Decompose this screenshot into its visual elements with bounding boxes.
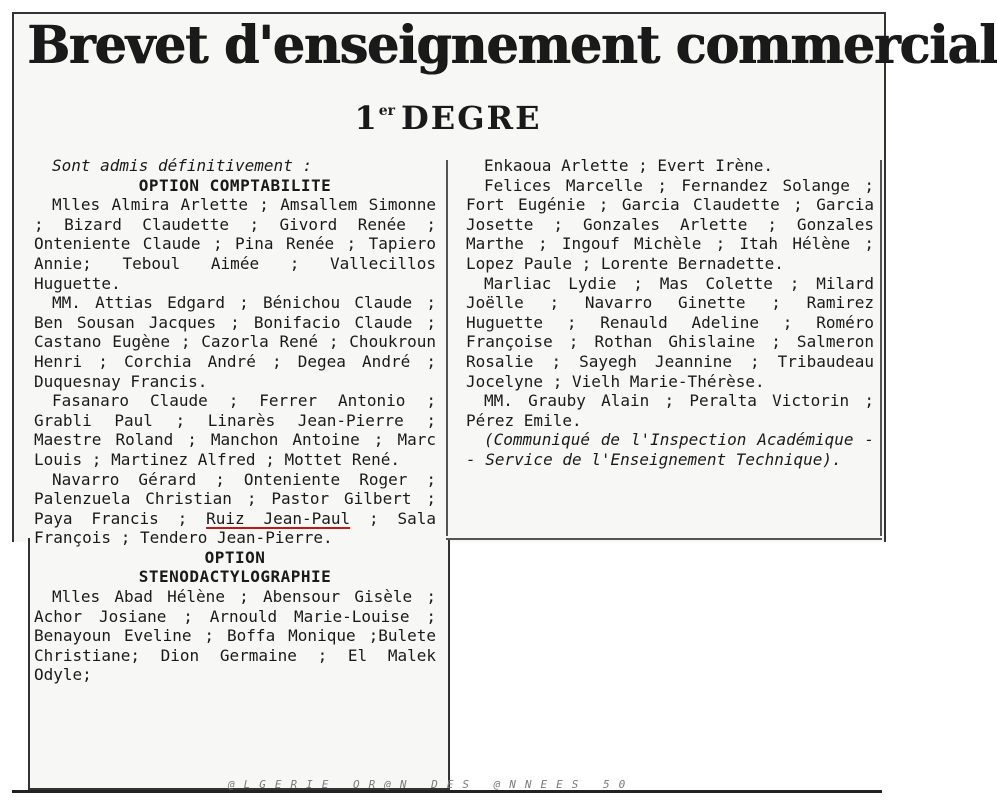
clipping-bottom-edge: [446, 538, 882, 540]
highlighted-name: Ruiz Jean-Paul: [206, 508, 351, 528]
degree-heading: [0, 99, 896, 137]
option-steno-heading-line2: STENODACTYLOGRAPHIE: [138, 567, 332, 587]
degree-ordinal-suffix: er: [378, 103, 396, 119]
article-title: Brevet d'enseignement commercial: [26, 15, 997, 76]
paragraph-mlles-comptabilite: Mlles Almira Arlette ; Amsallem Simonne ; Bizard Claudette ; Givord Renée ; Onteniente Claude ; Pina Renée ; Tapiero Annie; Teboul Aimée ; Vallecillos Huguette.: [34, 195, 436, 293]
paragraph-mlles-steno: Mlles Abad Hélène ; Abensour Gisèle ; Achor Josiane ; Arnould Marie-Louise ; Benayoun Eveline ; Boffa Monique ;Bulete Christiane; Dion Germaine ; El Malek Odyle;: [34, 587, 436, 685]
paragraph-text-before: Navarro Gérard ; Onteniente Roger ; Palenzuela Christian ; Pastor Gilbert ; Paya Francis ;: [34, 469, 436, 528]
degree-ordinal: 1: [354, 99, 379, 137]
option-comptabilite-heading: OPTION COMPTABILITE: [138, 175, 332, 195]
paragraph-comptabilite-continued: Fasanaro Claude ; Ferrer Antonio ; Grabli Paul ; Linarès Jean-Pierre ; Maestre Roland ; Manchon Antoine ; Marc Louis ; Martinez Alfred ; Mottet René.: [34, 391, 436, 469]
source-credit: (Communiqué de l'Inspection Académique -- Service de l'Enseignement Technique).: [466, 430, 874, 469]
watermark: @LGERIE OR@N DES @NNEES 50: [228, 778, 635, 791]
right-column: [466, 156, 874, 470]
clipping-right-edge: [880, 160, 882, 536]
admitted-intro: Sont admis définitivement :: [52, 156, 313, 175]
paragraph-steno-e: Enkaoua Arlette ; Evert Irène.: [484, 156, 773, 175]
paragraph-text-after: ; Sala François ; Tendero Jean-Pierre.: [34, 508, 436, 548]
option-steno-heading-line1: OPTION: [204, 547, 266, 567]
left-column: [34, 156, 436, 685]
paragraph-mm-steno: MM. Grauby Alain ; Peralta Victorin ; Pérez Emile.: [466, 391, 874, 430]
paragraph-comptabilite-final: [34, 470, 436, 548]
paragraph-steno-m-v: Marliac Lydie ; Mas Colette ; Milard Joëlle ; Navarro Ginette ; Ramirez Huguette ; Renauld Adeline ; Roméro Françoise ; Rothan Ghislaine ; Salmeron Rosalie ; Sayegh Jeannine ; Tribaudeau Jocelyne ; Vielh Marie-Thérèse.: [466, 273, 874, 391]
column-divider: [446, 160, 448, 536]
degree-word: DEGRE: [401, 99, 542, 137]
paragraph-steno-f-l: Felices Marcelle ; Fernandez Solange ; Fort Eugénie ; Garcia Claudette ; Garcia Josette ; Gonzales Arlette ; Gonzales Marthe ; Ingouf Michèle ; Itah Hélène ; Lopez Paule ; Lorente Bernadette.: [466, 175, 874, 273]
paragraph-mm-comptabilite: MM. Attias Edgard ; Bénichou Claude ; Ben Sousan Jacques ; Bonifacio Claude ; Castano Eugène ; Cazorla René ; Choukroun Henri ; Corchia André ; Degea André ; Duquesnay Francis.: [34, 293, 436, 391]
